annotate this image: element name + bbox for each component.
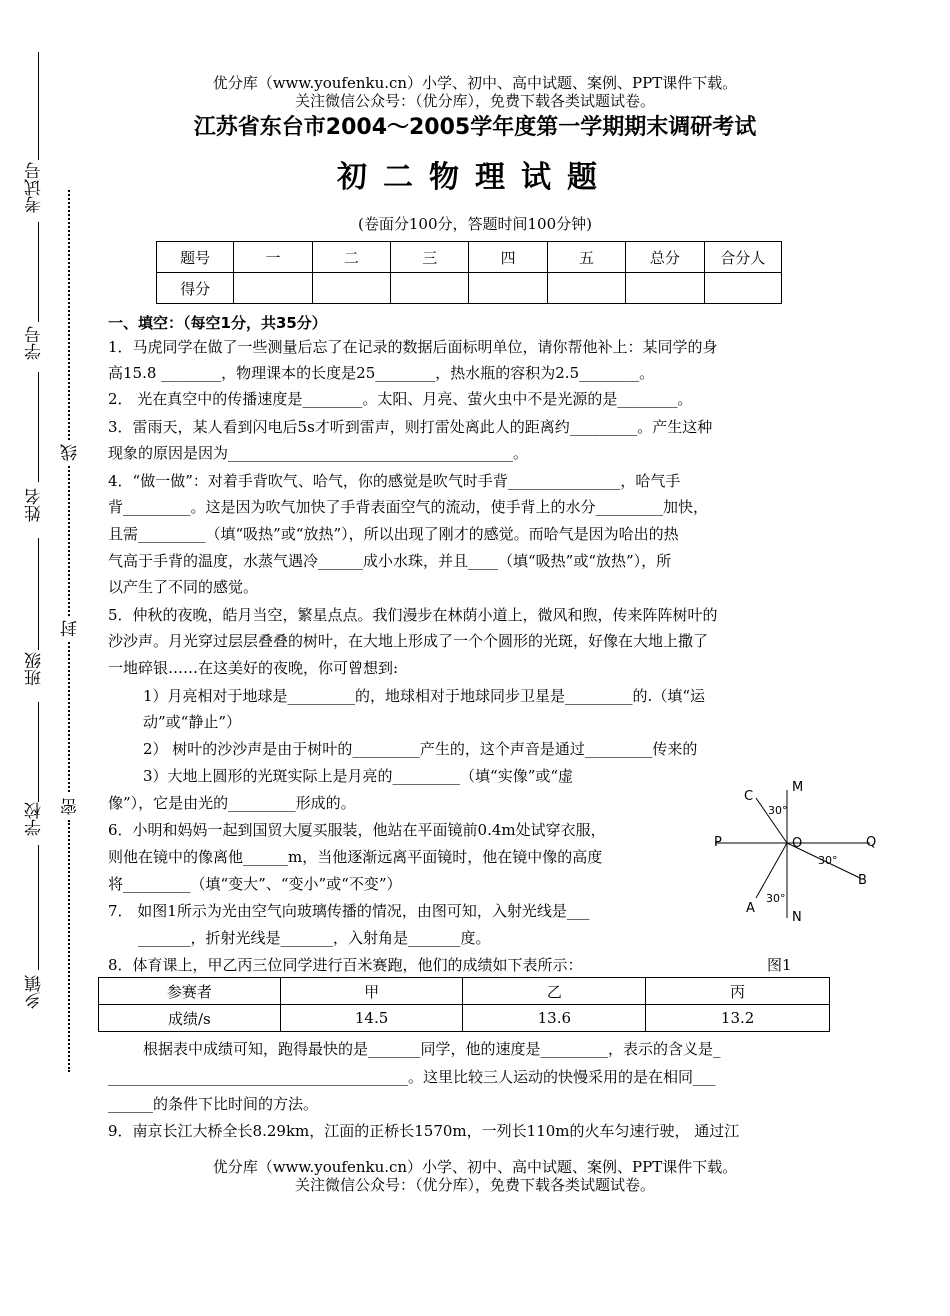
seal-mark-seal: 封 (61, 620, 81, 637)
seal-mark-secret: 密 (61, 798, 81, 815)
sidebar-line (38, 52, 39, 160)
sidebar-label-exam-number: 考试号 (25, 162, 45, 213)
score-header-cell: 一 (234, 242, 312, 273)
question-2: 2． 光在真空中的传播速度是________。太阳、月亮、萤火虫中不是光源的是________。 (108, 390, 693, 408)
score-header-cell: 总分 (626, 242, 704, 273)
question-8-followup-line-2: ________________________________________。这里比较三人运动的快慢采用的是在相同___ (108, 1068, 716, 1086)
figure-label-n: N (792, 910, 802, 925)
sidebar-line (38, 702, 39, 802)
header-line-1: 优分库（www.youfenku.cn）小学、初中、高中试题、案例、PPT课件下载。 (212, 74, 738, 92)
question-6-line-1: 6．小明和妈妈一起到国贸大厦买服装，他站在平面镜前0.4m处试穿衣服， (108, 821, 606, 839)
exam-info: (卷面分100分，答题时间100分钟) (358, 215, 592, 233)
question-7-line-2: _______，折射光线是_______，入射角是_______度。 (138, 929, 491, 947)
seal-mark-line: 线 (61, 444, 81, 461)
figure-1-caption: 图1 (767, 956, 792, 974)
seal-dotted-line (68, 466, 70, 616)
score-input-cell[interactable] (234, 273, 312, 304)
figure-angle-label: 30° (766, 892, 786, 905)
question-8-followup-line-1: 根据表中成绩可知，跑得最快的是_______同学，他的速度是_________，表示的含义是_ (143, 1040, 721, 1058)
question-4-line-5: 以产生了不同的感觉。 (108, 578, 259, 596)
question-5-line-3: 一地碎银……在这美好的夜晚，你可曾想到: (108, 659, 399, 677)
question-5-2: 2） 树叶的沙沙声是由于树叶的_________产生的，这个声音是通过_________传来的 (143, 740, 698, 758)
sidebar-label-class: 班级 (25, 652, 45, 686)
figure-angle-label: 30° (768, 804, 788, 817)
question-5-3-line-2: 像”），它是由光的_________形成的。 (108, 794, 356, 812)
race-value-cell: 13.6 (463, 1005, 646, 1032)
sidebar-line (38, 372, 39, 482)
seal-dotted-line (68, 190, 70, 440)
score-row-label: 得分 (157, 273, 234, 304)
race-value-cell: 14.5 (280, 1005, 463, 1032)
sidebar-label-township: 乡镇 (25, 975, 45, 1009)
footer-line-1: 优分库（www.youfenku.cn）小学、初中、高中试题、案例、PPT课件下载。 (212, 1158, 738, 1176)
question-1-line-2: 高15.8 ________，物理课本的长度是25________，热水瓶的容积为2.5________。 (108, 364, 655, 382)
question-3-line-2: 现象的原因是因为______________________________________。 (108, 444, 529, 462)
figure-label-q: Q (866, 835, 877, 850)
score-table (156, 241, 782, 304)
question-5-1-line-1: 1）月亮相对于地球是_________的，地球相对于地球同步卫星是_________的.（填“运 (143, 687, 705, 705)
question-5-line-2: 沙沙声。月光穿过层层叠叠的树叶，在大地上形成了一个个圆形的光斑，好像在大地上撒了 (108, 632, 709, 650)
question-4-line-3: 且需_________（填“吸热”或“放热”），所以出现了刚才的感觉。而哈气是因为哈出的热 (108, 525, 679, 543)
sidebar-label-name: 姓名 (25, 488, 45, 522)
score-input-cell[interactable] (626, 273, 704, 304)
figure-label-o: O (792, 836, 803, 851)
score-header-cell: 合分人 (704, 242, 781, 273)
question-5-line-1: 5．仲秋的夜晚，皓月当空，繁星点点。我们漫步在林荫小道上，微风和煦，传来阵阵树叶的 (108, 606, 718, 624)
sidebar-line (38, 845, 39, 970)
score-input-cell[interactable] (547, 273, 625, 304)
sidebar-label-student-number: 学号 (25, 326, 45, 360)
subject-title: 初二物理试题 (337, 160, 613, 195)
question-6-line-2: 则他在镜中的像离他______m，当他逐渐远离平面镜时，他在镜中像的高度 (108, 848, 603, 866)
question-5-1-line-2: 动”或“静止”） (143, 713, 242, 731)
question-8-followup-line-3: ______的条件下比时间的方法。 (108, 1095, 319, 1113)
question-4-line-1: 4．“做一做”：对着手背吹气、哈气，你的感觉是吹气时手背_______________，哈气手 (108, 472, 681, 490)
score-input-cell[interactable] (704, 273, 781, 304)
question-7-line-1: 7． 如图1所示为光由空气向玻璃传播的情况，由图可知，入射光线是___ (108, 902, 590, 920)
figure-label-p: P (714, 835, 722, 850)
question-1-line-1: 1．马虎同学在做了一些测量后忘了在记录的数据后面标明单位，请你帮他补上：某同学的身 (108, 338, 718, 356)
seal-dotted-line (68, 820, 70, 1072)
figure-label-b: B (858, 873, 867, 888)
race-results-table (98, 977, 830, 1032)
race-value-cell: 13.2 (646, 1005, 830, 1032)
question-3-line-1: 3．雷雨天，某人看到闪电后5s才听到雷声，则打雷处离此人的距离约_________。产生这种 (108, 418, 713, 436)
figure-1-diagram (710, 778, 880, 926)
figure-label-a: A (746, 901, 755, 916)
sidebar-line (38, 538, 39, 650)
score-header-cell: 五 (547, 242, 625, 273)
question-4-line-2: 背_________。这是因为吹气加快了手背表面空气的流动，使手背上的水分_________加快， (108, 498, 709, 516)
footer-line-2: 关注微信公众号：（优分库），免费下载各类试题试卷。 (294, 1176, 655, 1194)
race-header-cell: 丙 (646, 978, 830, 1005)
score-header-cell: 四 (469, 242, 547, 273)
seal-dotted-line (68, 642, 70, 792)
section-1-title: 一、填空：（每空1分，共35分） (108, 314, 327, 332)
score-input-cell[interactable] (469, 273, 547, 304)
score-header-cell: 二 (312, 242, 390, 273)
question-5-3-line-1: 3）大地上圆形的光斑实际上是月亮的_________（填“实像”或“虚 (143, 767, 574, 785)
sidebar-line (38, 222, 39, 322)
figure-label-c: C (744, 789, 754, 804)
score-input-cell[interactable] (391, 273, 469, 304)
score-header-cell: 题号 (157, 242, 234, 273)
question-9: 9．南京长江大桥全长8.29km，江面的正桥长1570m，一列长110m的火车匀速行驶， 通过江 (108, 1122, 740, 1140)
figure-label-m: M (792, 780, 804, 795)
question-6-line-3: 将_________（填“变大”、“变小”或“不变”） (108, 875, 402, 893)
race-header-cell: 参赛者 (99, 978, 281, 1005)
race-row-label: 成绩/s (99, 1005, 281, 1032)
question-4-line-4: 气高于手背的温度，水蒸气遇冷______成小水珠，并且____（填“吸热”或“放热”），所 (108, 552, 672, 570)
figure-ray-ao (756, 843, 787, 898)
race-header-cell: 乙 (463, 978, 646, 1005)
score-input-cell[interactable] (312, 273, 390, 304)
race-header-cell: 甲 (280, 978, 463, 1005)
figure-angle-label: 30° (818, 854, 838, 867)
score-header-cell: 三 (391, 242, 469, 273)
exam-title: 江苏省东台市2004～2005学年度第一学期期末调研考试 (193, 115, 757, 140)
question-8: 8．体育课上，甲乙丙三位同学进行百米赛跑，他们的成绩如下表所示： (108, 956, 583, 974)
sidebar-label-school: 学校 (25, 802, 45, 836)
header-line-2: 关注微信公众号：（优分库），免费下载各类试题试卷。 (294, 92, 655, 110)
